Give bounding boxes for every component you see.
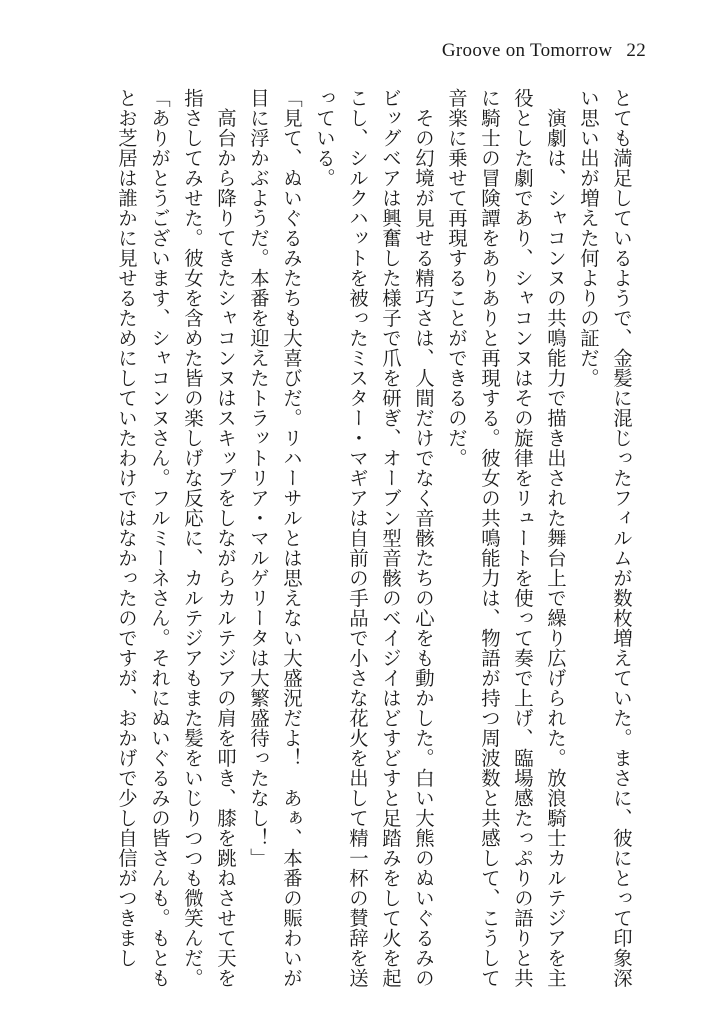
- vertical-body-text: [110, 88, 638, 988]
- paragraph: 高台から降りてきたシャコンヌはスキップをしながらカルテジアの肩を叩き、膝を跳ねさせて天を指さしてみせた。彼女を含めた皆の楽しげな反応に、カルテジアもまた髪をいじりつつも微笑んだ。: [181, 88, 237, 988]
- paragraph: 演劇は、シャコンヌの共鳴能力で描き出された舞台上で繰り広げられた。放浪騎士カルテジアを主役とした劇であり、シャコンヌはその旋律をリュートを使って奏で上げ、臨場感たっぷりの語りと共に騎士の冒険譚をありありと再現する。彼女の共鳴能力は、物語が持つ周波数と共感して、こうして音楽に乗せて再現することができるのだ。: [445, 88, 567, 988]
- paragraph: 「見て、ぬいぐるみたちも大喜びだ。リハーサルとは思えない大盛況だよ！ あぁ、本番の賑わいが目に浮かぶようだ。本番を迎えたトラットリア・マルゲリータは大繁盛待ったなし！」: [247, 88, 303, 988]
- paragraph: 「ありがとうございます、シャコンヌさん。フルミーネさん。それにぬいぐるみの皆さんも。もともとお芝居は誰かに見せるためにしていたわけではなかったのですが、おかげで少し自信がつきまし: [115, 88, 171, 988]
- page-number: 22: [626, 40, 646, 61]
- running-header: [442, 40, 646, 62]
- paragraph: その幻境が見せる精巧さは、人間だけでなく音骸たちの心をも動かした。白い大熊のぬいぐるみのビッグベアは興奮した様子で爪を研ぎ、オーブン型音骸のベイジイはどすどすと足踏みをして火を起こし、シルクハットを被ったミスター・マギアは自前の手品で小さな花火を出して精一杯の賛辞を送っている。: [313, 88, 435, 988]
- book-title: Groove on Tomorrow: [441, 40, 613, 61]
- paragraph: とても満足しているようで、金髪に混じったフィルムが数枚増えていた。まさに、彼にとって印象深い思い出が増えた何よりの証だ。: [577, 88, 633, 988]
